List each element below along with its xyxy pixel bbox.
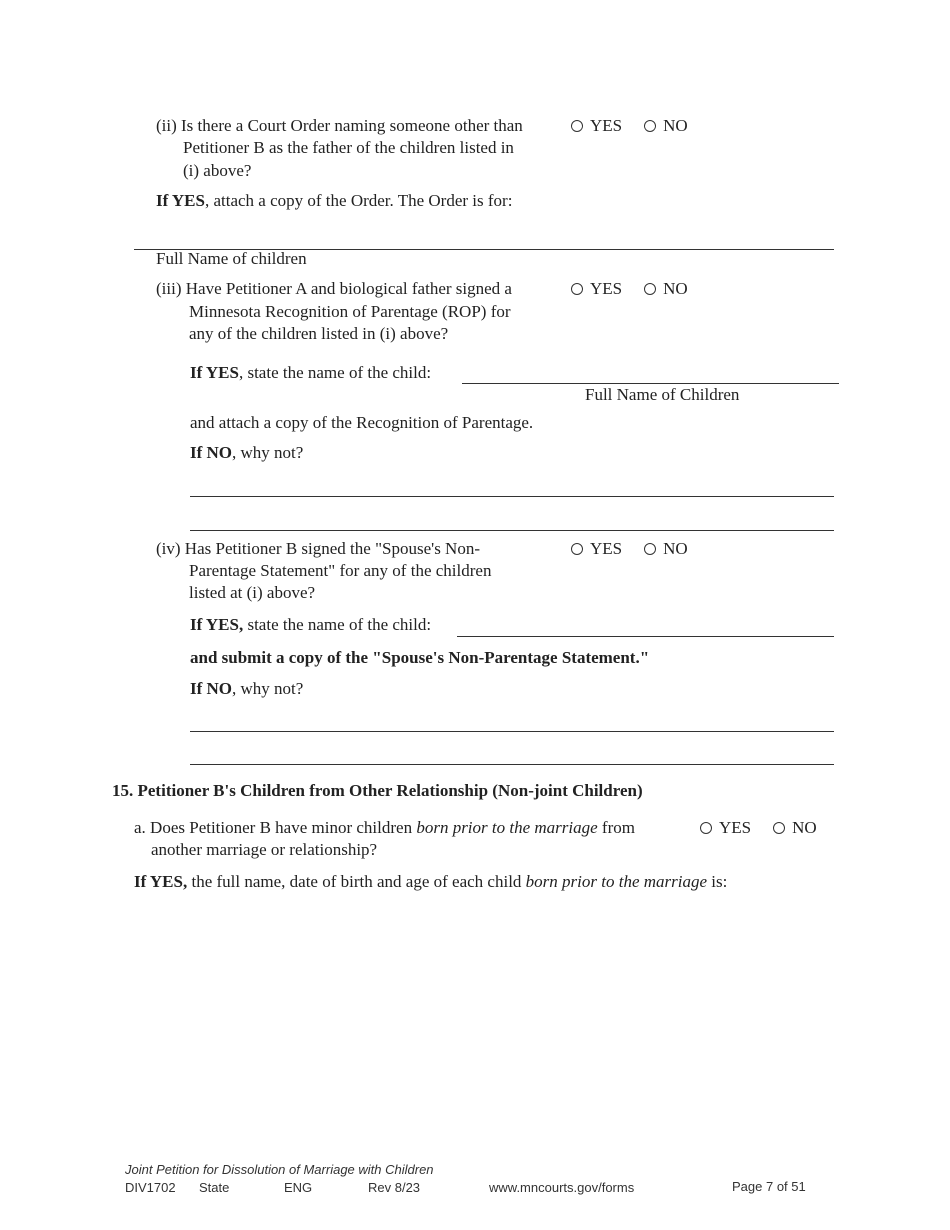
footer-form-code: DIV1702 [125,1180,176,1195]
section-15a-line2: another marriage or relationship? [151,840,378,859]
question-iii-line2: Minnesota Recognition of Parentage (ROP) for [189,302,511,321]
no-label: NO [663,539,688,558]
section-15a-no[interactable] [773,817,817,839]
submit-statement-text: and submit a copy of the "Spouse's Non-Parentage Statement." [190,648,650,667]
footer-language: ENG [284,1180,313,1195]
question-ii-if-yes: If YES, attach a copy of the Order. The Order is for: [156,191,513,210]
question-iv-if-yes: If YES, state the name of the child: [190,615,432,634]
footer-revision: Rev 8/23 [368,1180,421,1195]
attach-rop-text: and attach a copy of the Recognition of Parentage. [190,413,534,432]
child-name-line-iv[interactable] [457,636,834,637]
question-iii-if-no: If NO, why not? [190,443,304,462]
question-ii-no[interactable] [644,115,688,137]
radio-icon[interactable] [571,543,583,555]
radio-icon[interactable] [644,283,656,295]
question-iv-yes[interactable] [571,538,622,560]
section-15a-yes[interactable] [700,817,751,839]
section-15-heading: 15. Petitioner B's Children from Other Relationship (Non-joint Children) [112,781,643,800]
question-iii-line3: any of the children listed in (i) above? [189,324,449,343]
section-15a-options [700,817,817,839]
radio-icon[interactable] [571,283,583,295]
radio-icon[interactable] [700,822,712,834]
question-iii-line1: (iii) Have Petitioner A and biological father signed a [156,279,512,298]
yes-label: YES [590,116,623,135]
footer-jurisdiction: State [199,1180,230,1195]
why-not-line-2[interactable] [190,530,834,531]
question-ii-options [571,115,688,137]
no-label: NO [663,116,688,135]
why-not-line-4[interactable] [190,764,834,765]
question-iii-options [571,278,688,300]
question-iii-if-yes: If YES, state the name of the child: [190,363,432,382]
radio-icon[interactable] [644,543,656,555]
question-iii-yes[interactable] [571,278,622,300]
question-ii-line1: (ii) Is there a Court Order naming someone other than [156,116,523,135]
question-iv-line3: listed at (i) above? [189,583,316,602]
question-iv-if-no: If NO, why not? [190,679,304,698]
section-15a-line1: a. Does Petitioner B have minor children born prior to the marriage from [134,818,635,837]
radio-icon[interactable] [571,120,583,132]
no-label: NO [792,818,817,837]
children-name-caption: Full Name of children [156,249,307,268]
no-label: NO [663,279,688,298]
question-ii-line3: (i) above? [183,161,252,180]
why-not-line-1[interactable] [190,496,834,497]
why-not-line-3[interactable] [190,731,834,732]
footer-website[interactable]: www.mncourts.gov/forms [489,1180,635,1195]
question-iv-line1: (iv) Has Petitioner B signed the "Spouse's Non- [156,539,480,558]
yes-label: YES [719,818,752,837]
yes-label: YES [590,539,623,558]
question-ii-yes[interactable] [571,115,622,137]
footer-page-number: Page 7 of 51 [732,1179,806,1194]
question-iv-line2: Parentage Statement" for any of the children [189,561,492,580]
question-ii-line2: Petitioner B as the father of the children listed in [183,138,514,157]
section-15-if-yes: If YES, the full name, date of birth and age of each child born prior to the marriage is: [134,872,728,891]
question-iv-no[interactable] [644,538,688,560]
child-name-caption: Full Name of Children [585,385,740,404]
radio-icon[interactable] [773,822,785,834]
radio-icon[interactable] [644,120,656,132]
question-iii-no[interactable] [644,278,688,300]
footer-form-title: Joint Petition for Dissolution of Marriage with Children [125,1162,434,1177]
question-iv-options [571,538,688,560]
yes-label: YES [590,279,623,298]
